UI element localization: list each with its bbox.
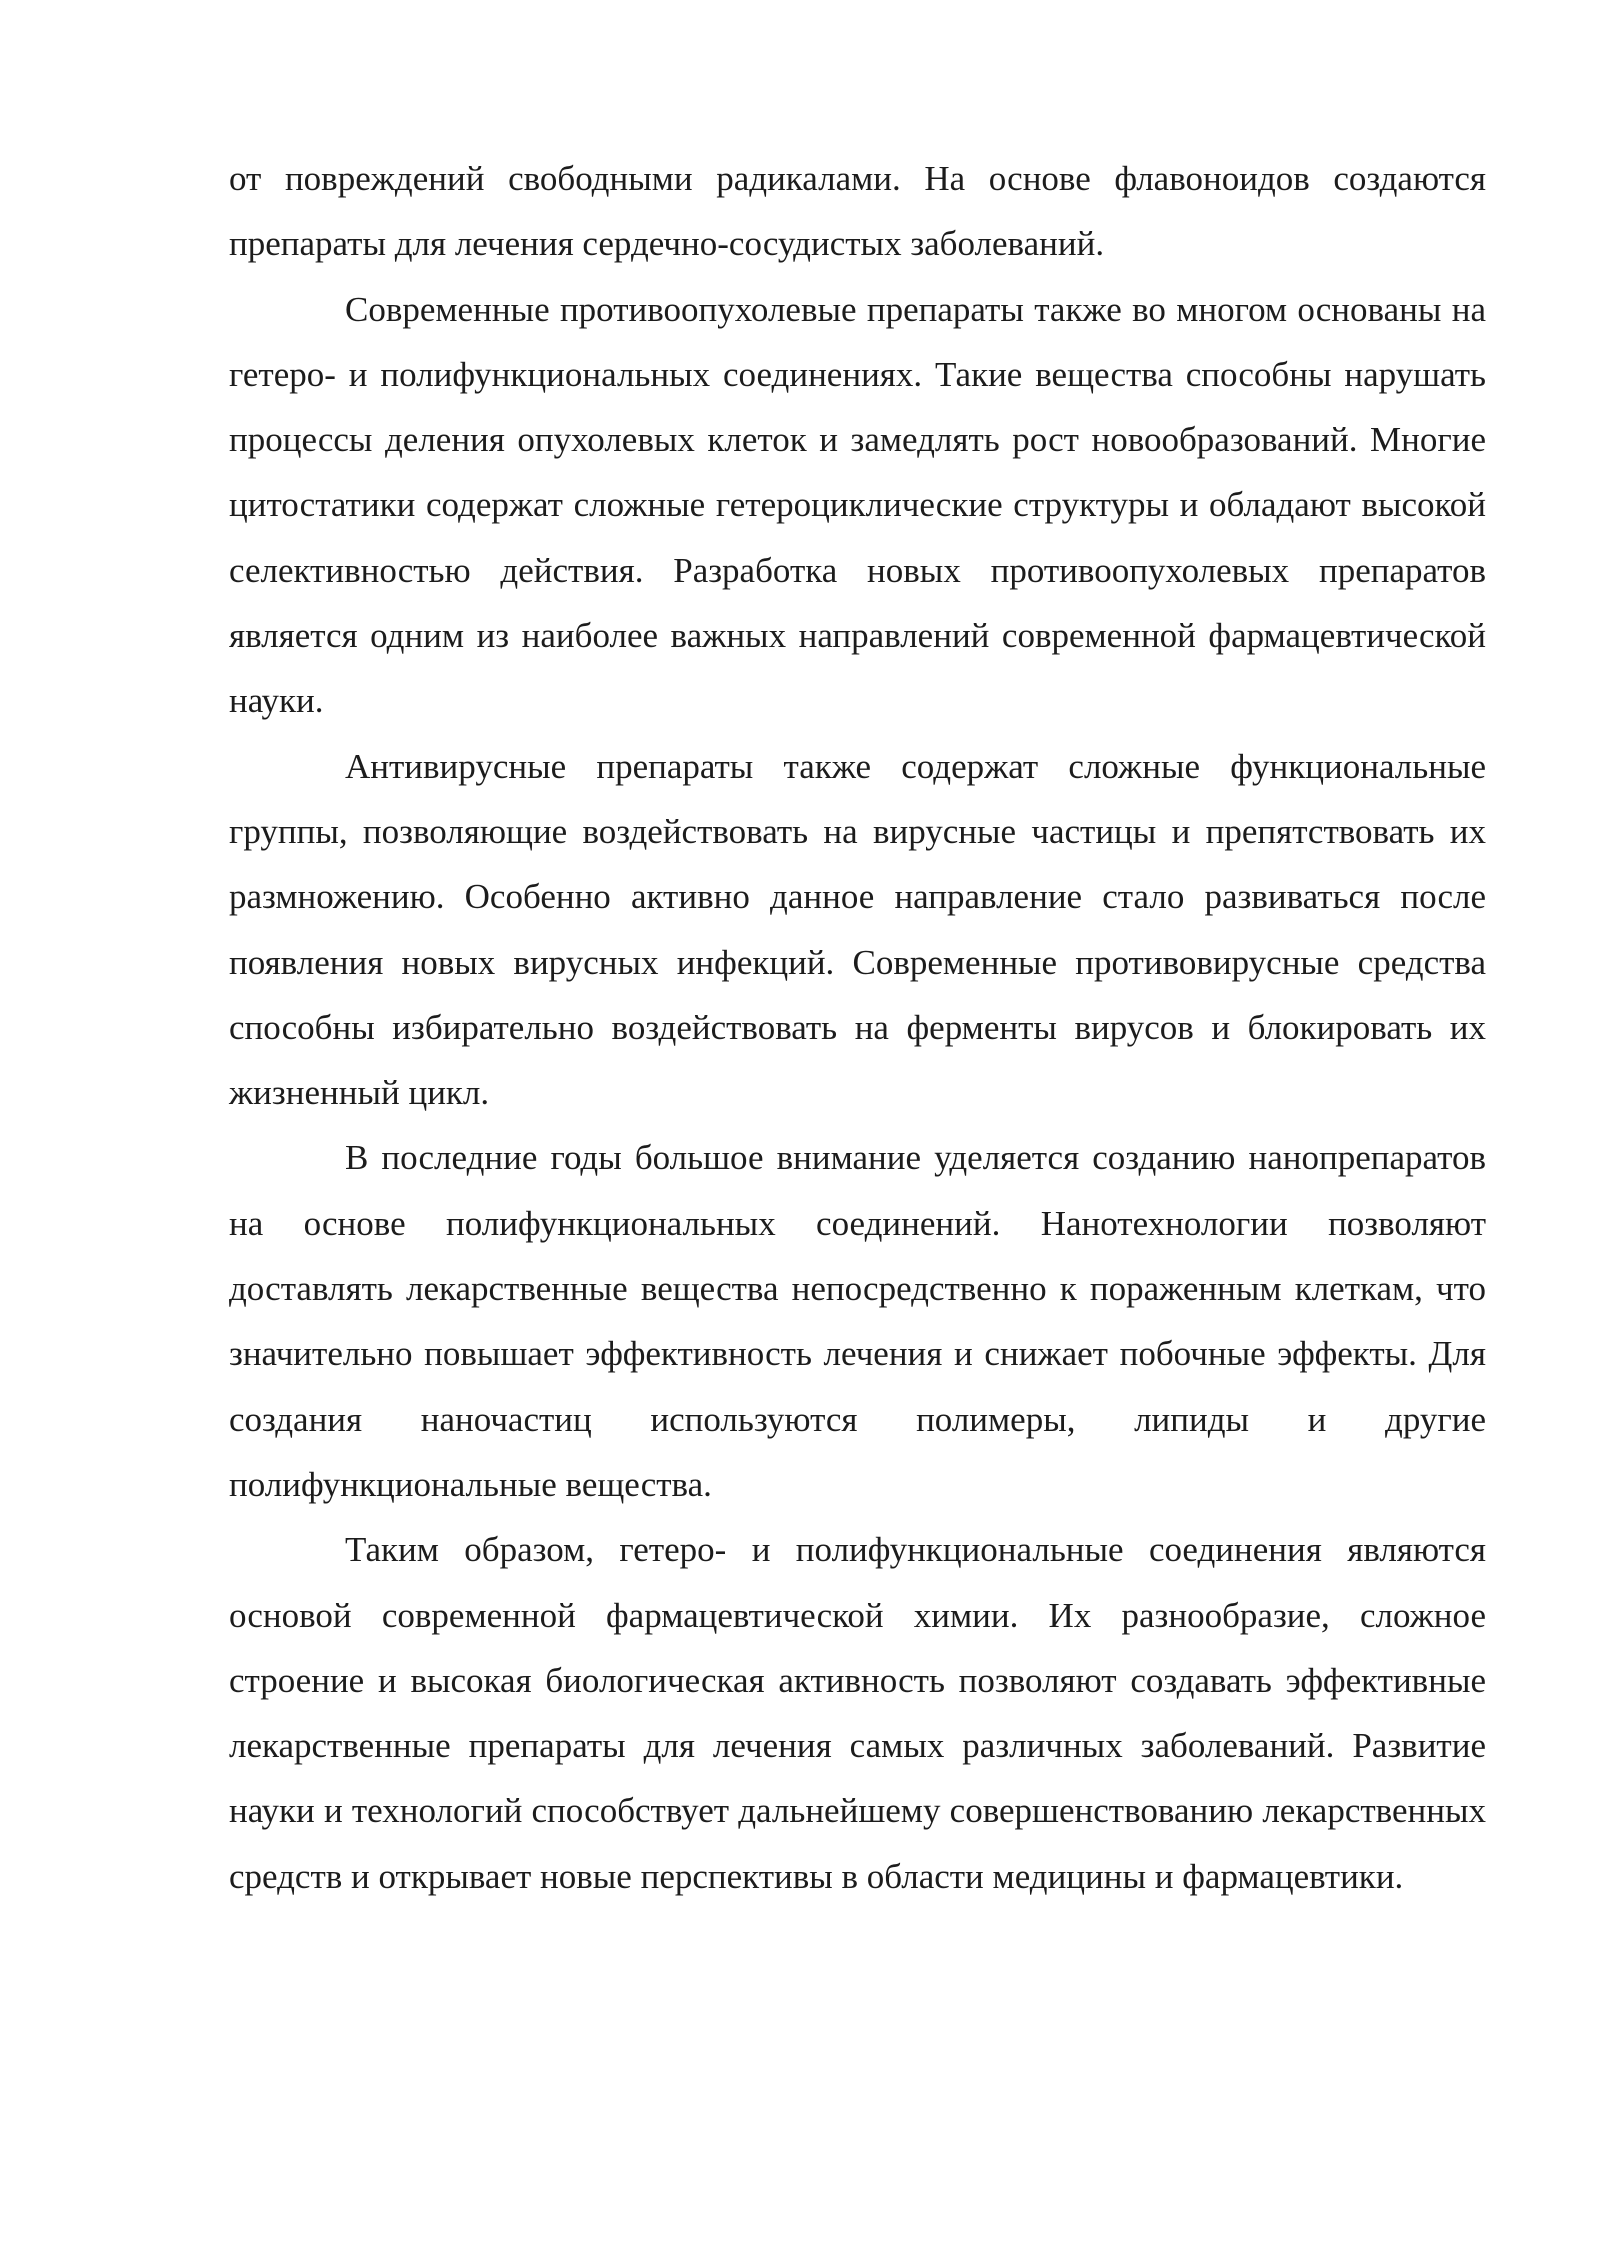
- paragraph-flavonoids-end: от повреждений свободными радикалами. На основе флавоноидов создаются препараты для лечения сердечно-сосудистых заболеваний.: [229, 159, 1486, 264]
- paragraph-nanodrugs: В последние годы большое внимание уделяется созданию нанопрепаратов на основе полифункциональных соединений. Нанотехнологии позволяют доставлять лекарственные вещества непосредственно к пораженным клеткам, что значительно повышает эффективность лечения и снижает побочные эффекты. Для создания наночастиц используются полимеры, липиды и другие полифункциональные вещества.: [229, 1138, 1486, 1504]
- paragraph-conclusion: Таким образом, гетеро- и полифункциональные соединения являются основой современной фармацевтической химии. Их разнообразие, сложное строение и высокая биологическая активность позволяют создавать эффективные лекарственные препараты для лечения самых различных заболеваний. Развитие науки и технологий способствует дальнейшему совершенствованию лекарственных средств и открывает новые перспективы в области медицины и фармацевтики.: [229, 1530, 1486, 1896]
- document-body: [229, 146, 1486, 1909]
- paragraph-antiviral-drugs: Антивирусные препараты также содержат сложные функциональные группы, позволяющие воздействовать на вирусные частицы и препятствовать их размножению. Особенно активно данное направление стало развиваться после появления новых вирусных инфекций. Современные противовирусные средства способны избирательно воздействовать на ферменты вирусов и блокировать их жизненный цикл.: [229, 746, 1486, 1113]
- paragraph-antitumor-drugs: Современные противоопухолевые препараты также во многом основаны на гетеро- и полифункциональных соединениях. Такие вещества способны нарушать процессы деления опухолевых клеток и замедлять рост новообразований. Многие цитостатики содержат сложные гетероциклические структуры и обладают высокой селективностью действия. Разработка новых противоопухолевых препаратов является одним из наиболее важных направлений современной фармацевтической науки.: [229, 289, 1486, 721]
